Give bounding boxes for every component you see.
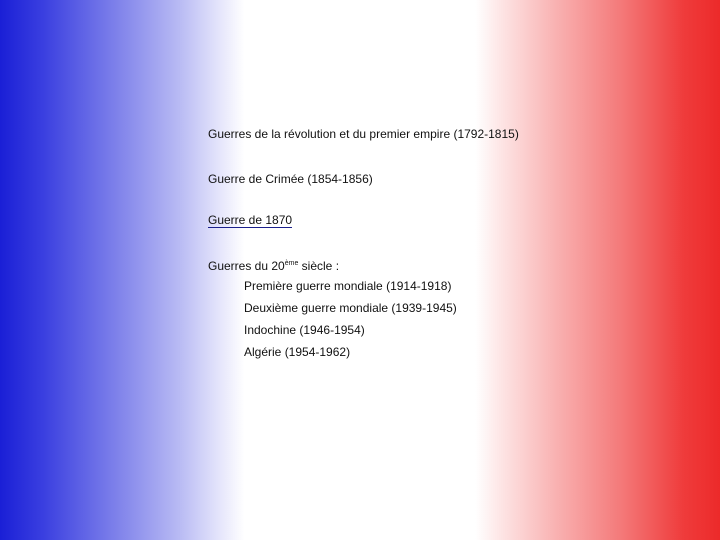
menu-item-label: Guerre de Crimée (1854-1856) <box>208 172 373 186</box>
subitem-label: Première guerre mondiale (1914-1918) <box>244 279 452 293</box>
menu-item-revolution-empire[interactable] <box>208 126 519 142</box>
menu-item-20th-century-wars <box>208 258 339 274</box>
menu-item-war-1870[interactable] <box>208 212 292 228</box>
subitem-ww2[interactable] <box>244 300 457 316</box>
menu-item-label: Guerres de la révolution et du premier empire (1792-1815) <box>208 127 519 141</box>
century-label-prefix: Guerres du 20 <box>208 259 285 273</box>
subitem-indochina[interactable] <box>244 322 365 338</box>
century-ordinal: ème <box>284 260 299 267</box>
wars-menu <box>208 0 608 540</box>
subitem-label: Algérie (1954-1962) <box>244 345 351 359</box>
menu-item-crimean-war[interactable] <box>208 171 373 187</box>
century-label-suffix: siècle : <box>298 259 340 273</box>
war-1870-link[interactable]: Guerre de 1870 <box>208 213 293 227</box>
subitem-ww1[interactable] <box>244 278 451 294</box>
subitem-algeria[interactable] <box>244 344 350 360</box>
subitem-label: Deuxième guerre mondiale (1939-1945) <box>244 301 457 315</box>
subitem-label: Indochine (1946-1954) <box>244 323 365 337</box>
